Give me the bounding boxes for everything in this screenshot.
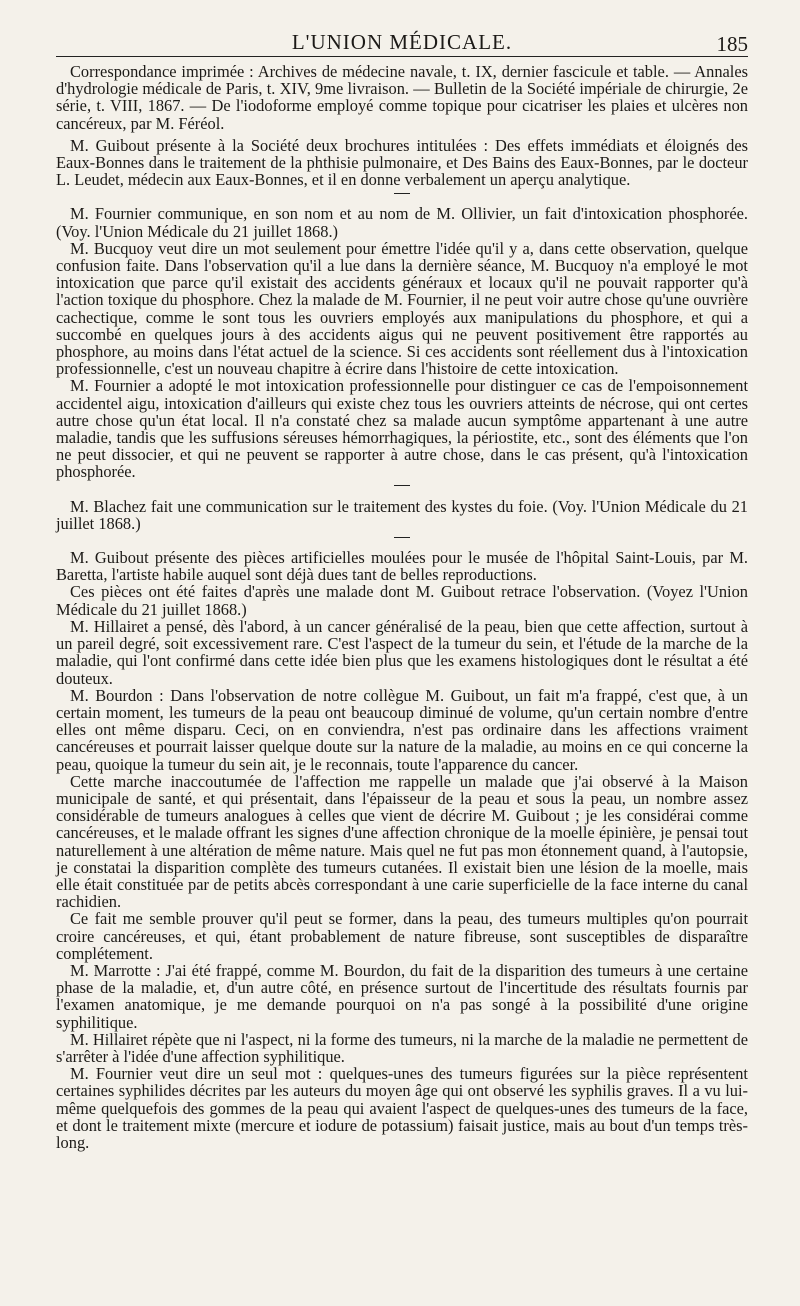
paragraph-blachez: M. Blachez fait une communication sur le traitement des kystes du foie. (Voy. l'Union Médicale du 21 juillet 1868.) <box>56 496 748 533</box>
paragraph-fournier-syphilides: M. Fournier veut dire un seul mot : quelques-unes des tumeurs figurées sur la pièce représentent certaines syphilides décrites par les auteurs du moyen âge qui ont observé les syphilis graves. Il a vu lui-même quelquefois des gommes de la peau qui avaient l'aspect de quelques-unes des tumeurs de la face, et dont le traitement mixte (mercure et iodure de potassium) faisait justice, mais au bout d'un temps très-long. <box>56 1064 748 1152</box>
paragraph-fournier-intoxication: M. Fournier communique, en son nom et au nom de M. Ollivier, un fait d'intoxication phosphorée. (Voy. l'Union Médicale du 21 juillet 1868.) <box>56 204 748 241</box>
paragraph-pieces-observation: Ces pièces ont été faites d'après une malade dont M. Guibout retrace l'observation. (Voyez l'Union Médicale du 21 juillet 1868.) <box>56 582 748 619</box>
paragraph-hillairet-cancer: M. Hillairet a pensé, dès l'abord, à un cancer généralisé de la peau, bien que cette affection, surtout à un pareil degré, soit excessivement rare. C'est l'aspect de la tumeur du sein, et l'étude de la marche de la maladie, qui l'ont confirmé dans cette idée bien plus que les examens histologiques dont le résultat a été douteux. <box>56 616 748 688</box>
body-text <box>56 63 748 1151</box>
paragraph-guibout-pieces: M. Guibout présente des pièces artificielles moulées pour le musée de l'hôpital Saint-Louis, par M. Baretta, l'artiste habile auquel sont déjà dues tant de belles reproductions. <box>56 548 748 585</box>
section-separator <box>56 481 748 490</box>
paragraph-correspondance: Correspondance imprimée : Archives de médecine navale, t. IX, dernier fascicule et table. — Annales d'hydrologie médicale de Paris, t. XIV, 9me livraison. — Bulletin de la Société impériale de chirurgie, 2e série, t. VIII, 1867. — De l'iodoforme employé comme topique pour cicatriser les plaies et ulcères non cancéreux, par M. Féréol. <box>56 62 748 133</box>
running-title: L'UNION MÉDICALE. <box>291 30 513 54</box>
paragraph-bourdon: M. Bourdon : Dans l'observation de notre collègue M. Guibout, un fait m'a frappé, c'est que, à un certain moment, les tumeurs de la peau ont beaucoup diminué de volume, qu'un certain nombre d'entre elles ont même disparu. Ceci, on en conviendra, n'est pas ordinaire dans les affections vraiment cancéreuses et pourrait laisser quelque doute sur la nature de la maladie, au moins en ce qui concerne la peau, quoique la tumeur du sein ait, je le reconnais, toute l'apparence du cancer. <box>56 685 748 774</box>
paragraph-fournier-reply: M. Fournier a adopté le mot intoxication professionnelle pour distinguer ce cas de l'empoisonnement accidentel aigu, intoxication d'ailleurs qui existe chez tous les ouvriers atteints de nécrose, qui ont certes autre chose qu'un état local. Il n'a constaté chez sa malade aucun symptôme appartenant à une autre maladie, tandis que les suffusions séreuses hémorrhagiques, la périostite, etc., sont des éléments que l'on ne peut dissocier, et qui ne peuvent se rapporter à autre chose, dans le cas présent, qu'à l'intoxication phosphorée. <box>56 376 748 482</box>
page-number: 185 <box>716 32 748 56</box>
paragraph-bourdon-conclusion: Ce fait me semble prouver qu'il peut se former, dans la peau, des tumeurs multiples qu'on pourrait croire cancéreuses, et qui, étant probablement de nature fibreuse, sont susceptibles de disparaître complétement. <box>56 909 748 963</box>
paragraph-hillairet-syphilis: M. Hillairet répète que ni l'aspect, ni la forme des tumeurs, ni la marche de la maladie ne permettent de s'arrêter à l'idée d'une affection syphilitique. <box>56 1029 748 1066</box>
section-separator <box>56 188 748 197</box>
paragraph-bourdon-case: Cette marche inaccoutumée de l'affection me rappelle un malade que j'ai observé à la Maison municipale de santé, et qui présentait, dans l'épaisseur de la peau et sous la peau, un nombre assez considérable de tumeurs analogues à celles que vient de décrire M. Guibout ; je les considérai comme cancéreuses, et le malade offrant les signes d'une affection chronique de la moelle épinière, je pensai tout naturellement à une altération de même nature. Mais quel ne fut pas mon étonnement quand, à l'autopsie, je constatai la disparition complète des tumeurs cutanées. Il existait bien une lésion de la moelle, mais elle était constituée par de petits abcès correspondant à une carie superficielle de la face interne du canal rachidien. <box>56 771 748 912</box>
running-header <box>56 12 748 56</box>
paragraph-bucquoy: M. Bucquoy veut dire un mot seulement pour émettre l'idée qu'il y a, dans cette observation, quelque confusion faite. Dans l'observation qu'il a lue dans la dernière séance, M. Bucquoy n'a employé le mot intoxication que parce qu'il existait des accidents généraux et locaux qu'il ne pouvait rapporter qu'à l'action toxique du phosphore. Chez la malade de M. Fournier, il ne peut voir autre chose qu'une ouvrière cachectique, comme le sont tous les ouvriers employés aux manipulations du phosphore, et qui a succombé en quelques jours à des accidents aigus qui ne peuvent positivement être rapportés au phosphore, au moins dans l'état actuel de la science. Si ces accidents sont réellement dus à l'intoxication professionnelle, c'est un nouveau chapitre à écrire dans l'histoire de cette intoxication. <box>56 238 748 379</box>
section-separator <box>56 532 748 541</box>
paragraph-guibout-brochures: M. Guibout présente à la Société deux brochures intitulées : Des effets immédiats et éloignés des Eaux-Bonnes dans le traitement de la phthisie pulmonaire, et Des Bains des Eaux-Bonnes, par le docteur L. Leudet, médecin aux Eaux-Bonnes, et il en donne verbalement un aperçu analytique. <box>56 135 748 190</box>
paragraph-marrotte: M. Marrotte : J'ai été frappé, comme M. Bourdon, du fait de la disparition des tumeurs à une certaine phase de la maladie, et, d'un autre côté, en présence surtout de l'incertitude des résultats fournis par l'examen anatomique, je me demande pourquoi on n'a pas songé à la possibilité d'une origine syphilitique. <box>56 960 748 1032</box>
header-rule <box>56 56 748 57</box>
